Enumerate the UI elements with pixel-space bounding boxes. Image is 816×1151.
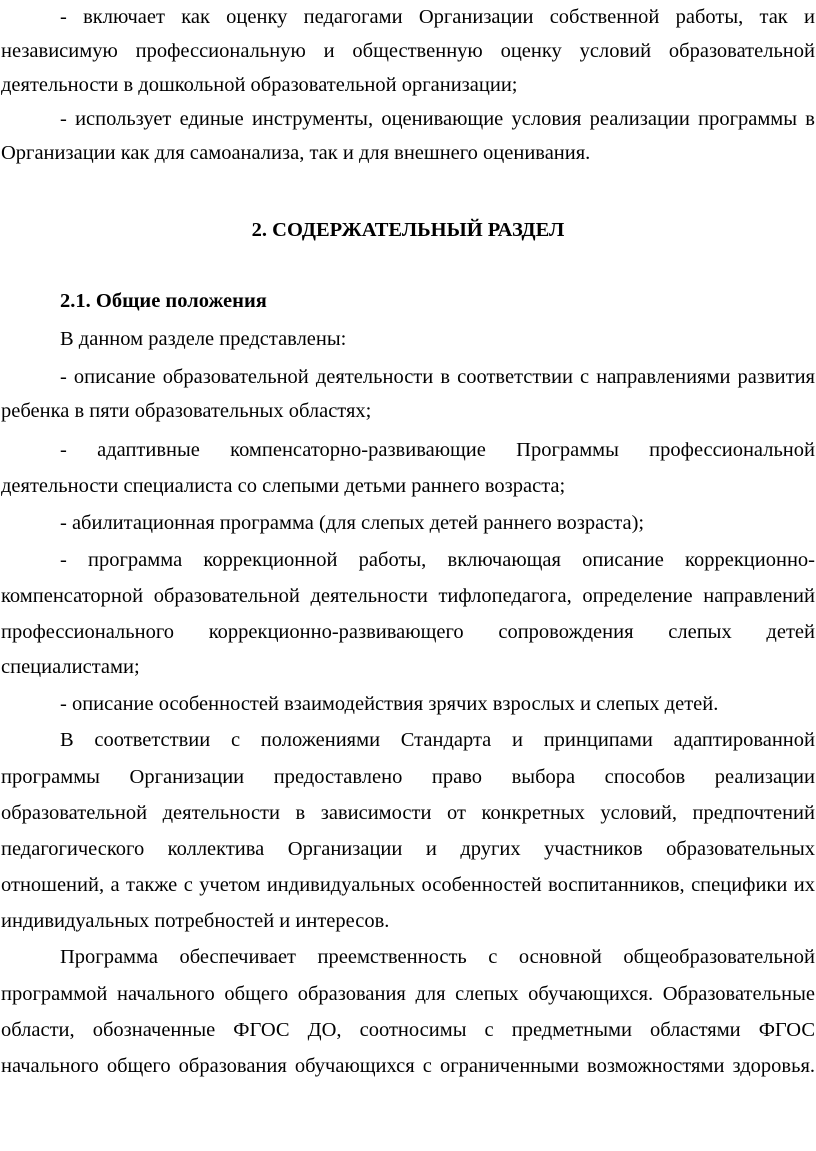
section-heading: 2. СОДЕРЖАТЕЛЬНЫЙ РАЗДЕЛ bbox=[251, 219, 565, 241]
text-line: области, обозначенные ФГОС ДО, соотносимы с предметными областями ФГОС bbox=[1, 1019, 815, 1041]
text-line: программы Организации предоставлено право выбора способов реализации bbox=[1, 766, 815, 788]
text-line: - описание образовательной деятельности в соответствии с направлениями развития bbox=[60, 366, 815, 388]
text-line: - адаптивные компенсаторно-развивающие Программы профессиональной bbox=[60, 439, 815, 461]
text-line: специалистами; bbox=[1, 656, 140, 678]
text-line: - включает как оценку педагогами Организации собственной работы, так и bbox=[60, 6, 815, 28]
text-line: - описание особенностей взаимодействия зрячих взрослых и слепых детей. bbox=[60, 693, 719, 715]
text-line: Программа обеспечивает преемственность с основной общеобразовательной bbox=[60, 946, 815, 968]
text-line: деятельности в дошкольной образовательной организации; bbox=[1, 74, 518, 96]
text-line: программой начального общего образования для слепых обучающихся. Образовательные bbox=[1, 983, 815, 1005]
text-line: Организации как для самоанализа, так и для внешнего оценивания. bbox=[1, 142, 591, 164]
text-line: ребенка в пяти образовательных областях; bbox=[1, 400, 372, 422]
text-line: - абилитационная программа (для слепых детей раннего возраста); bbox=[60, 512, 645, 534]
text-line: - программа коррекционной работы, включающая описание коррекционно- bbox=[60, 549, 815, 571]
text-line: отношений, а также с учетом индивидуальных особенностей воспитанников, специфики их bbox=[1, 874, 815, 896]
subsection-heading: 2.1. Общие положения bbox=[60, 290, 267, 312]
text-line: индивидуальных потребностей и интересов. bbox=[1, 910, 390, 932]
text-line: образовательной деятельности в зависимости от конкретных условий, предпочтений bbox=[1, 802, 815, 824]
text-line: В соответствии с положениями Стандарта и принципами адаптированной bbox=[60, 729, 815, 751]
text-line: компенсаторной образовательной деятельности тифлопедагога, определение направлений bbox=[1, 585, 815, 607]
text-line: профессионального коррекционно-развивающего сопровождения слепых детей bbox=[1, 621, 815, 643]
text-line: деятельности специалиста со слепыми детьми раннего возраста; bbox=[1, 475, 566, 497]
text-line: педагогического коллектива Организации и других участников образовательных bbox=[1, 838, 815, 860]
text-line: В данном разделе представлены: bbox=[60, 328, 347, 350]
text-line: независимую профессиональную и общественную оценку условий образовательной bbox=[1, 40, 815, 62]
text-line: начального общего образования обучающихся с ограниченными возможностями здоровья. bbox=[1, 1055, 815, 1077]
text-line: - использует единые инструменты, оценивающие условия реализации программы в bbox=[60, 108, 815, 130]
